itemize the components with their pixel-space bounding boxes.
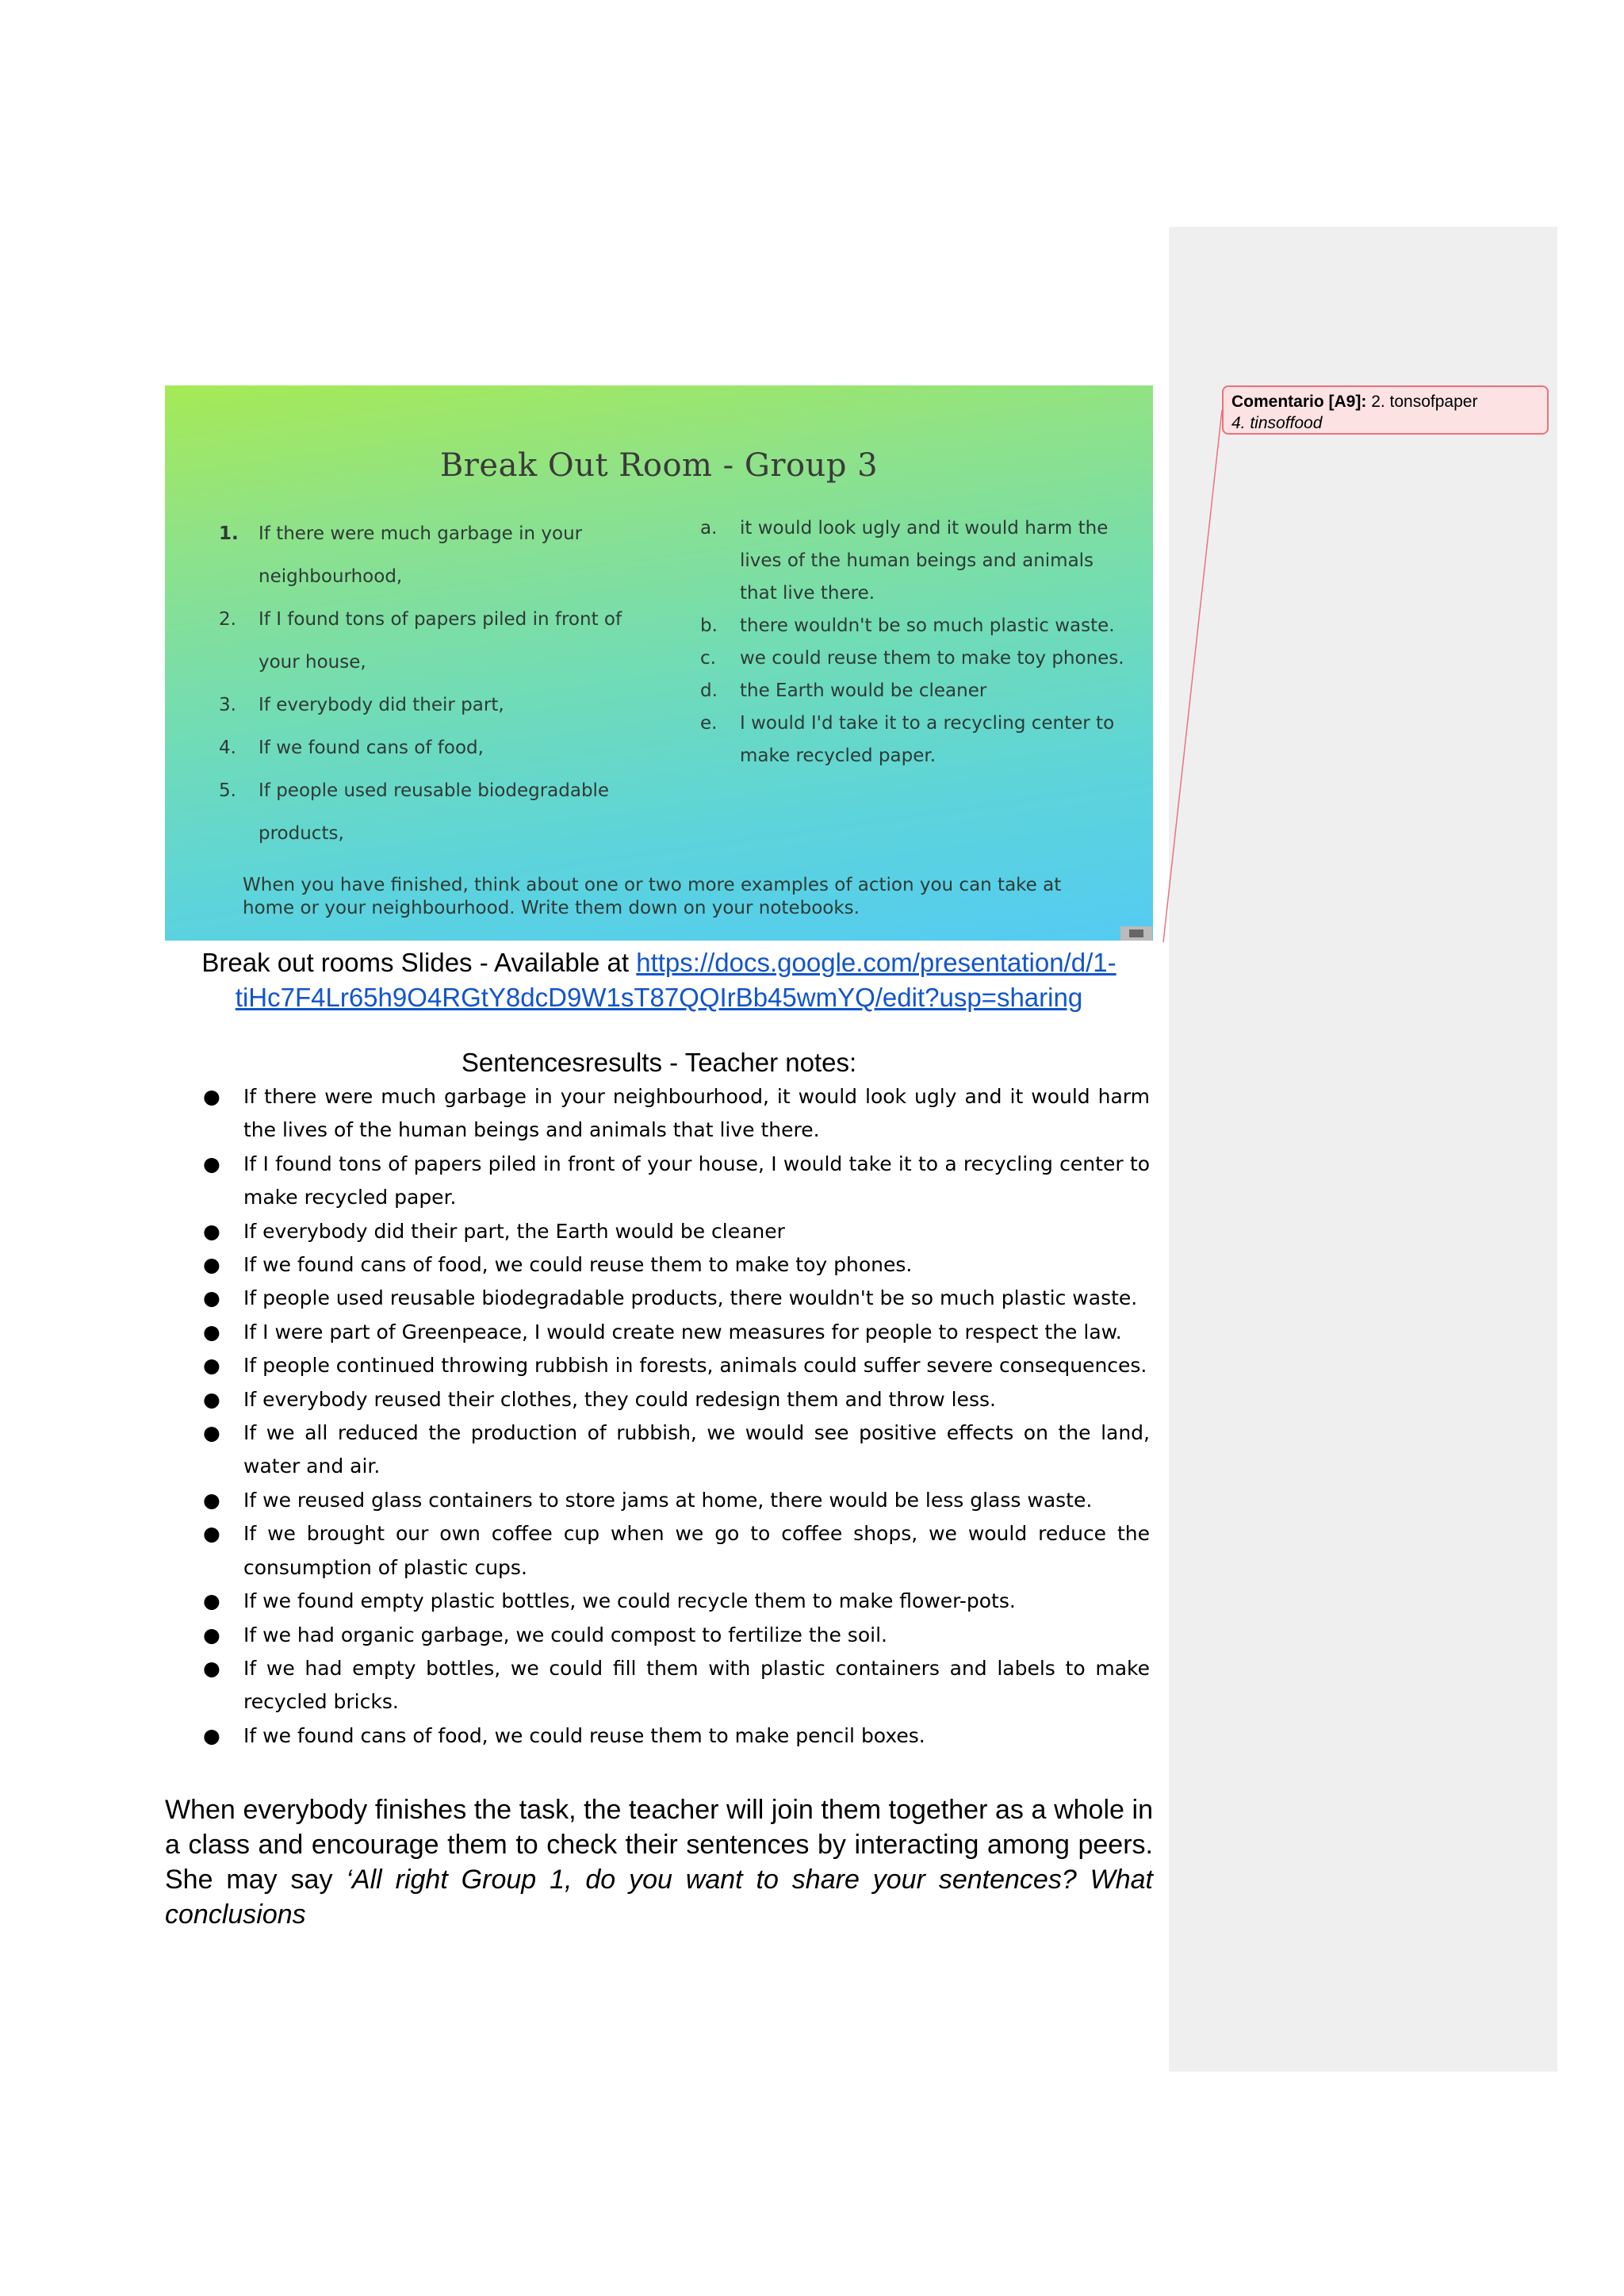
slide-result-item [700,675,1132,707]
list-item [198,1484,1150,1517]
sentence-text: If people used reusable biodegradable products, there wouldn't be so much plastic waste. [243,1286,1138,1310]
bullet-icon: ● [203,1219,220,1243]
slide-condition-text: If people used reusable biodegradable products, [259,780,610,844]
comment-balloon[interactable] [1222,385,1549,435]
slide-result-item [700,512,1132,610]
bullet-icon: ● [203,1320,220,1343]
list-item [198,1383,1150,1416]
list-item [198,1517,1150,1585]
slides-caption [165,945,1153,1015]
notes-title: Sentencesresults - Teacher notes: [461,1048,857,1077]
bullet-icon: ● [203,1152,220,1175]
caption-text: Break out rooms Slides - Available at [201,948,637,977]
slide-result-text: there wouldn't be so much plastic waste. [740,615,1115,636]
bullet-icon: ● [203,1387,220,1411]
slide-result-letter: e. [700,713,718,734]
list-item [198,1585,1150,1618]
slide-condition-text: If I found tons of papers piled in front of your house, [259,609,622,673]
slide-result-text: it would look ugly and it would harm the lives of the human beings and animals that live there. [740,518,1109,604]
sentence-text: If we had empty bottles, we could fill them with plastic containers and labels to make recycled bricks. [243,1656,1150,1714]
slide-condition-number: 4. [219,738,236,758]
slide-result-item [700,610,1132,642]
sentence-text: If we brought our own coffee cup when we go to coffee shops, we would reduce the consumption of plastic cups. [243,1522,1150,1579]
bullet-icon: ● [203,1656,220,1680]
sentence-text: If we found cans of food, we could reuse them to make pencil boxes. [243,1723,925,1747]
bullet-icon: ● [203,1286,220,1310]
sentence-text: If we had organic garbage, we could compost to fertilize the soil. [243,1623,887,1646]
slide-footer-instructions: When you have finished, think about one or two more examples of action you can take at home or your neighbourhood. Write them down on your notebooks. [243,875,1062,918]
list-item [198,1719,1150,1753]
sentence-text: If we found empty plastic bottles, we could recycle them to make flower-pots. [243,1589,1016,1613]
list-item [198,1652,1150,1719]
bullet-icon: ● [203,1085,220,1108]
slide-result-text: we could reuse them to make toy phones. [740,648,1124,669]
slide-result-letter: d. [700,680,718,701]
list-item [198,1349,1150,1382]
sentence-text: If we all reduced the production of rubbish, we would see positive effects on the land, water and air. [243,1421,1150,1478]
list-item [198,1080,1150,1148]
slide-condition-number: 2. [219,609,236,630]
slide-condition-number: 1. [219,523,239,544]
sentence-text: If there were much garbage in your neighbourhood, it would look ugly and it would harm the lives of the human beings and animals that live there. [243,1085,1150,1142]
bullet-icon: ● [203,1623,220,1646]
sentence-text: If we reused glass containers to store jams at home, there would be less glass waste. [243,1488,1093,1512]
slide-results-list [700,512,1132,772]
slide-condition-text: If there were much garbage in your neighbourhood, [259,523,583,587]
slide-image [165,385,1153,941]
bullet-icon: ● [203,1253,220,1277]
list-item [198,1316,1150,1349]
slide-condition-text: If everybody did their part, [259,695,504,715]
slide-condition-number: 3. [219,695,236,715]
bullet-icon: ● [203,1723,220,1747]
slide-condition-number: 5. [219,780,236,801]
slide-result-text: the Earth would be cleaner [740,680,987,701]
list-item [198,1248,1150,1282]
sentence-text: If I were part of Greenpeace, I would create new measures for people to respect the law. [243,1320,1122,1343]
sentence-text: If we found cans of food, we could reuse them to make toy phones. [243,1253,913,1277]
slide-title: Break Out Room - Group 3 [439,447,879,484]
bullet-icon: ● [203,1522,220,1546]
list-item [198,1215,1150,1248]
sentence-text: If people continued throwing rubbish in forests, animals could suffer severe consequences. [243,1354,1147,1378]
comment-line-2: 4. tinsoffood [1231,414,1323,432]
paragraph-text: When everybody finishes the task, the teacher will join them together as a whole in a class and encourage them to check their sentences by interacting among peers. She may say [165,1795,1153,1895]
slide-result-letter: b. [700,615,718,636]
comment-line-1: 2. tonsofpaper [1371,393,1478,411]
slide-result-item [700,642,1132,675]
sentence-text: If I found tons of papers piled in front of your house, I would take it to a recycling center to make recycled paper. [243,1152,1150,1209]
slides-link[interactable]: https://docs.google.com/presentation/d/1-tiHc7F4Lr65h9O4RGtY8dcD9W1sT87QQIrBb45wmYQ/edit?usp=sharing [235,948,1116,1012]
slide-condition-item [219,769,790,855]
slide-result-item [700,707,1132,772]
sentence-text: If everybody did their part, the Earth would be cleaner [243,1219,785,1243]
bullet-icon: ● [203,1421,220,1445]
list-item [198,1416,1150,1484]
sentence-list [198,1080,1150,1753]
bullet-icon: ● [203,1589,220,1613]
slide-result-letter: a. [700,518,718,539]
list-item [198,1619,1150,1652]
comment-heading: Comentario [A9]: [1231,393,1367,411]
paragraph-quote: ‘All right Group 1, do you want to share your sentences? What conclusions [165,1865,1153,1930]
bullet-icon: ● [203,1488,220,1512]
sentence-text: If everybody reused their clothes, they could redesign them and throw less. [243,1387,996,1411]
comment-margin-panel [1169,227,1557,2072]
expand-icon[interactable] [1120,926,1152,941]
list-item [198,1282,1150,1315]
slide-condition-text: If we found cans of food, [259,738,484,758]
body-paragraph [165,1792,1153,1932]
slide-result-letter: c. [700,648,716,669]
slide-result-text: I would I'd take it to a recycling center to make recycled paper. [740,713,1115,766]
list-item [198,1148,1150,1215]
bullet-icon: ● [203,1354,220,1378]
